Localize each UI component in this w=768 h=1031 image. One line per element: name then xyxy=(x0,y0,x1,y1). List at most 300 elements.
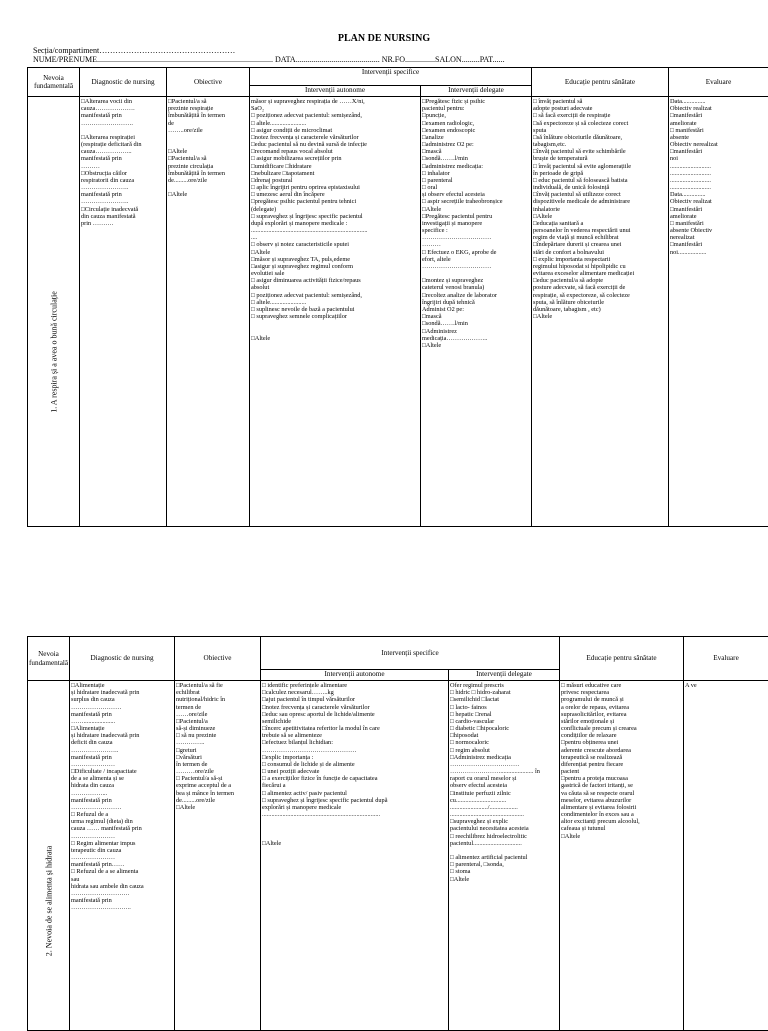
cell-line: regim de viață și muncă echilibrat xyxy=(533,234,667,241)
cell-line: □Altele xyxy=(422,342,530,349)
cell-line: posture adecvate, să facă exerciții de xyxy=(533,284,667,291)
cell-line: □hiposodat xyxy=(450,732,558,739)
cell-line: fiecărui a xyxy=(262,782,447,789)
cell-line: terapeutic din cauza xyxy=(71,847,173,854)
col-header-interventions: Intervenții specifice xyxy=(250,68,532,86)
cell-line: □ aplic îngrijiri pentru oprirea epistaxisului xyxy=(251,184,419,191)
cell-line: stărilor emoționale și xyxy=(561,718,682,725)
cell-line: □ stoma xyxy=(450,868,558,875)
cell-line: □ parenteral xyxy=(422,177,530,184)
cell-line: medicația……………….. xyxy=(422,335,530,342)
section-field-line: Secția/compartiment…………………………………………… xyxy=(33,46,235,55)
cell-line: ……..ore/zile xyxy=(168,127,248,134)
cell-line: ……………………. xyxy=(81,120,165,127)
cell-line: .......................... xyxy=(670,163,767,170)
cell-line: dispozitivele medicale de administrare xyxy=(533,198,667,205)
cell-line: pacientul pentru: xyxy=(422,105,530,112)
cell-line: de xyxy=(168,120,248,127)
cell-line: va căuta să se respecte orarul xyxy=(561,790,682,797)
col-header-education: Educație pentru sănătate xyxy=(560,637,684,681)
cell-line: □nebulizare □tapotament xyxy=(251,170,419,177)
cell-line: □Altele xyxy=(251,335,419,342)
cell-line: Administ O2 pe: xyxy=(422,306,530,313)
cell-line: □sondă…….l/min xyxy=(422,320,530,327)
autonomous-cell xyxy=(250,97,421,527)
cell-line: hidrata sau ambele din cauza xyxy=(71,883,173,890)
cell-line: hidrata din cauza xyxy=(71,782,173,789)
cell-line: suprasolicitărilor, evitarea xyxy=(561,711,682,718)
cell-line: (respirație deficitară din xyxy=(81,141,165,148)
cell-line: □analize xyxy=(422,134,530,141)
cell-line: □ educ pacientul să folosească batista xyxy=(533,177,667,184)
cell-line: îngrijiri după tehnică xyxy=(422,299,530,306)
cell-line: explorări și manopere medicale xyxy=(262,804,447,811)
cell-line: □ învăț pacientul să xyxy=(533,98,667,105)
cell-line: □ a exercițiilor fizice în funcție de capacitatea xyxy=(262,775,447,782)
cell-line: în termen de xyxy=(176,761,259,768)
cell-line: ………………….. xyxy=(71,747,173,754)
cell-line: □calculez necesarul……..kg xyxy=(262,689,447,696)
cell-line: □ măsuri educative care xyxy=(561,682,682,689)
cell-line: □vărsături xyxy=(176,754,259,761)
cell-line: ………………….. xyxy=(81,184,165,191)
objectives-cell xyxy=(175,681,261,1031)
cell-line: □ Pacientul/a să-și xyxy=(176,775,259,782)
cell-line xyxy=(262,825,447,832)
cell-line: manifestată prin xyxy=(81,191,165,198)
cell-line: □explic importanța : xyxy=(262,754,447,761)
cell-line: …………………… xyxy=(71,704,173,711)
cell-line: □Pacientul/a xyxy=(176,718,259,725)
cell-line: noi xyxy=(670,155,767,162)
cell-line: □Alimentație xyxy=(71,682,173,689)
cell-line: evitarea exceselor alimentare medicației xyxy=(533,270,667,277)
cell-line: prezinte respirație xyxy=(168,105,248,112)
cell-line: prin ………. xyxy=(81,220,165,227)
cell-line: bea și mânce în termen xyxy=(176,790,259,797)
cell-line: □Pacientul/a să xyxy=(168,98,248,105)
cell-line: ……………………..................... în xyxy=(450,768,558,775)
cell-line: a orelor de repaus, evitarea xyxy=(561,704,682,711)
cell-line: ………………………. xyxy=(71,890,173,897)
cell-line: absente Obiectiv xyxy=(670,227,767,234)
cell-line: □ aspir secrețiile traheobronșice xyxy=(422,198,530,205)
cell-line: □manifestări xyxy=(670,241,767,248)
cell-line: □Altele xyxy=(561,833,682,840)
cell-line: îmbunătățită în termen xyxy=(168,112,248,119)
cell-line: □ altele....................... xyxy=(251,299,419,306)
cell-line: urma regimul (dieta) din xyxy=(71,818,173,825)
cell-line: …………………… xyxy=(71,804,173,811)
cell-line: □ supraveghez și îngrijesc specific pacientul xyxy=(251,213,419,220)
need-label: 2. Nevoia de se alimenta și hidrata xyxy=(44,846,53,956)
cell-line: □ poziționez adecvat pacientul: semișezând, xyxy=(251,292,419,299)
cell-line: ………………… xyxy=(71,833,173,840)
cell-line: respirație, să expectoreze, să colecteze xyxy=(533,292,667,299)
cell-line: □ hepatic □renal xyxy=(450,711,558,718)
cell-line: ........................................................................... xyxy=(262,811,447,818)
cell-line: □învăț pacientul să evite schimbările xyxy=(533,148,667,155)
cell-line: efort, altele xyxy=(422,256,530,263)
cell-line: □montez și supraveghez xyxy=(422,277,530,284)
cell-line: și observ efectul acesteia xyxy=(422,191,530,198)
cell-line: □ Efectuez o EKG, aprobe de xyxy=(422,249,530,256)
evaluation-cell xyxy=(684,681,768,1031)
cell-line: □administrez medicația: xyxy=(422,163,530,170)
cell-line: absolut xyxy=(251,284,419,291)
cell-line: □Administrez medicația xyxy=(450,754,558,761)
cell-line: dăunătoare, tabagism , etc) xyxy=(533,306,667,313)
cell-line: Obiectiv realizat xyxy=(670,198,767,205)
cell-line: □manifestări xyxy=(670,148,767,155)
cell-line: □ parenteral, □sonda, xyxy=(450,861,558,868)
cell-line: observ efectul acesteia xyxy=(450,782,558,789)
need-label: 1. A respira și a avea o bună circulație xyxy=(49,291,58,413)
cell-line: □Pacientul/a să fie xyxy=(176,682,259,689)
cell-line: și hidratare inadecvată prin xyxy=(71,689,173,696)
cell-line: meselor, evitarea abuzurilor xyxy=(561,797,682,804)
cell-line: …………………………… xyxy=(450,761,558,768)
cell-line: □recomand repaus vocal absolut xyxy=(251,148,419,155)
cell-line: manifestată prin…… xyxy=(71,861,173,868)
cell-line: (delegate) xyxy=(251,206,419,213)
cell-line: gastrică de factori iritanți, se xyxy=(561,782,682,789)
cell-line: condițiilor de relaxare xyxy=(561,732,682,739)
cell-line: …………………………… xyxy=(422,263,530,270)
cell-line xyxy=(251,328,419,335)
education-cell xyxy=(560,681,684,1031)
delegated-cell xyxy=(421,97,532,527)
cell-line: □ să facă exerciții de respirație xyxy=(533,112,667,119)
page-title: PLAN DE NURSING xyxy=(0,33,768,44)
cell-line: □ asigur diminuarea activității fizice/repaus xyxy=(251,277,419,284)
cell-line: măsor și supraveghez respirația de ……X/ni, xyxy=(251,98,419,105)
cell-line: echilibrat xyxy=(176,689,259,696)
cell-line: ……………………………………… xyxy=(262,747,447,754)
cell-line: □ unei poziții adecvate xyxy=(262,768,447,775)
cell-line: □ învăț pacientul să evite aglomerațiile xyxy=(533,163,667,170)
cell-line: □Administrez xyxy=(422,328,530,335)
cell-line: manifestată prin xyxy=(71,897,173,904)
cell-line: respiratorii din cauza xyxy=(81,177,165,184)
cell-line: □ alimentez activ/ pasiv pacientul xyxy=(262,790,447,797)
cell-line: bruște de temperatură xyxy=(533,155,667,162)
cell-line: exprime acceptul de a xyxy=(176,782,259,789)
col-header-evaluation: Evaluare xyxy=(669,68,768,97)
cell-line: □Pregătesc pacientul pentru xyxy=(422,213,530,220)
cell-line: tabagism,etc. xyxy=(533,141,667,148)
delegated-cell xyxy=(449,681,560,1031)
cell-line: □notez frecvența și caracterele vărsăturilor xyxy=(262,704,447,711)
cell-line: □mască xyxy=(422,313,530,320)
col-header-need: Nevoia fundamentală xyxy=(28,637,70,681)
cell-line: □Alterarea respirației xyxy=(81,134,165,141)
cell-line: □umidificare □hidratare xyxy=(251,163,419,170)
cell-line: □educ pacientul/a să adopte xyxy=(533,277,667,284)
cell-line: și hidratare inadecvată prin xyxy=(71,732,173,739)
cell-line: ………………… xyxy=(71,854,173,861)
evaluation-cell xyxy=(669,97,768,527)
cell-line: □semilichid □lactat xyxy=(450,696,558,703)
cell-line: □învăț pacientul să utilizeze corect xyxy=(533,191,667,198)
cell-line: să-și diminueze xyxy=(176,725,259,732)
cell-line: ……………………….. xyxy=(71,904,173,911)
cell-line: evolutiei sale xyxy=(251,270,419,277)
cell-line: sputa, să înlăture obiceiurile xyxy=(533,299,667,306)
cell-line: stări de confort a bolnavului xyxy=(533,249,667,256)
cell-line: manifestată prin xyxy=(81,112,165,119)
cell-line: noi.................. xyxy=(670,249,767,256)
cell-line: □Altele xyxy=(176,804,259,811)
cell-line: cateterul venosi branula) xyxy=(422,284,530,291)
cell-line: □Altele xyxy=(262,840,447,847)
col-header-objectives: Obiective xyxy=(175,637,261,681)
col-header-autonomous: Intervenții autonome xyxy=(250,86,421,97)
education-cell xyxy=(532,97,669,527)
cell-line: cauza……………... xyxy=(81,148,165,155)
cell-line: ......................../.................. xyxy=(450,804,558,811)
objectives-cell xyxy=(167,97,250,527)
cell-line: manifestată prin xyxy=(81,155,165,162)
autonomous-cell xyxy=(261,681,449,1031)
cell-line: □ lacto- fainos xyxy=(450,704,558,711)
cell-line: programului de muncă și xyxy=(561,696,682,703)
cell-line: individuală, de unică folosință xyxy=(533,184,667,191)
cell-line: ……ore/zile xyxy=(176,711,259,718)
diagnostic-cell xyxy=(70,681,175,1031)
cell-line: □ hidric □ hidro-zaharat xyxy=(450,689,558,696)
cell-line: □ajut pacientul în timpul vărsăturilor xyxy=(262,696,447,703)
cell-line: aderente crescute abordarea xyxy=(561,747,682,754)
cell-line: □ umezesc aerul din încăpere xyxy=(251,191,419,198)
col-header-diagnostic: Diagnostic de nursing xyxy=(70,637,175,681)
cell-line: regimului hiposodat si hipolipidic cu xyxy=(533,263,667,270)
cell-line: pacientul............................... xyxy=(450,840,558,847)
cell-line: □ consumul de lichide și de alimente xyxy=(262,761,447,768)
cell-line: manifestată prin xyxy=(71,797,173,804)
cell-line: □mască xyxy=(422,148,530,155)
cell-line: adopte posturi adecvate xyxy=(533,105,667,112)
cell-line: □ diabetic □hipocaloric xyxy=(450,725,558,732)
cell-line: …………………………… xyxy=(422,234,530,241)
cell-line xyxy=(251,320,419,327)
cell-line: diferențiat pentru fiecare xyxy=(561,761,682,768)
cell-line: manifestată prin xyxy=(71,754,173,761)
cell-line: □ supraveghez și îngrijesc specific pacientul după xyxy=(262,797,447,804)
cell-line: □supraveghez și explic xyxy=(450,818,558,825)
cell-line: pacientului necesitatea acesteia xyxy=(450,825,558,832)
cell-line: cafeaua și tutunul xyxy=(561,825,682,832)
cell-line xyxy=(422,270,530,277)
cell-line: □Altele xyxy=(533,213,667,220)
cell-line: □să expectoreze și să colecteze corect xyxy=(533,120,667,127)
cell-line: □ asigur condiții de microclimat xyxy=(251,127,419,134)
cell-line: ………………….. xyxy=(81,198,165,205)
cell-line xyxy=(81,127,165,134)
cell-line: privesc respectarea xyxy=(561,689,682,696)
cell-line: de.........ore/zile xyxy=(168,177,248,184)
cell-line: □pentru obținerea unei xyxy=(561,739,682,746)
cell-line: □ Refuzul de a se alimenta xyxy=(71,868,173,875)
cell-line: sau xyxy=(71,876,173,883)
cell-line: □îndepărtare durerii și crearea unei xyxy=(533,241,667,248)
col-header-objectives: Obiective xyxy=(167,68,250,97)
cell-line: ………ore/zile xyxy=(176,768,259,775)
cell-line: nutrițional/hidric în xyxy=(176,696,259,703)
diagnostic-cell xyxy=(80,97,167,527)
cell-line: □ explic importanta respectarii xyxy=(533,256,667,263)
cell-line: □examen radiologic, xyxy=(422,120,530,127)
cell-line: □ oral xyxy=(422,184,530,191)
cell-line: □ identific preferințele alimentare xyxy=(262,682,447,689)
cell-line: conflictuale precum și crearea xyxy=(561,725,682,732)
cell-line: …….................... xyxy=(71,718,173,725)
cell-line: .......................... xyxy=(670,184,767,191)
cell-line: □ Regim alimentar impus xyxy=(71,840,173,847)
cell-line: □ regim absolut xyxy=(450,747,558,754)
cell-line: condimentelor în exces sau a xyxy=(561,811,682,818)
cell-line: □Altele xyxy=(533,313,667,320)
cell-line: de.........ore/zile xyxy=(176,797,259,804)
col-header-interventions: Intervenții specifice xyxy=(261,637,560,670)
col-header-need: Nevoia fundamentală xyxy=(28,68,80,97)
cell-line xyxy=(262,818,447,825)
cell-line: de a se alimenta și se xyxy=(71,775,173,782)
cell-line: îmbunătățită în termen xyxy=(168,170,248,177)
cell-line: □sondă…….l/min xyxy=(422,155,530,162)
cell-line: altor excitanți precum alcoolul, xyxy=(561,818,682,825)
cell-line: Data............... xyxy=(670,191,767,198)
cell-line: persoanelor în vederea respectării unui xyxy=(533,227,667,234)
cell-line: □pregătesc psihic pacientul pentru tehnici xyxy=(251,198,419,205)
cell-line: □ asigur mobilizarea secrețiilor prin xyxy=(251,155,419,162)
cell-line xyxy=(168,141,248,148)
cell-line: nerealizat xyxy=(670,234,767,241)
cell-line: Obiectiv nerealizat xyxy=(670,141,767,148)
cell-line: □Dificultate / incapacitate xyxy=(71,768,173,775)
cell-line: □Alterarea vocii din xyxy=(81,98,165,105)
cell-line xyxy=(168,184,248,191)
cell-line: trebuie să se alimenteze xyxy=(262,732,447,739)
cell-line: □recoltez analize de laborator xyxy=(422,292,530,299)
cell-line: investigații și manopere xyxy=(422,220,530,227)
cell-line: □ Refuzul de a xyxy=(71,811,173,818)
cell-line: □ inhalator xyxy=(422,170,530,177)
cell-line: absente xyxy=(670,134,767,141)
cell-line: □ să nu prezinte xyxy=(176,732,259,739)
cell-line: □Altele xyxy=(450,876,558,883)
col-header-diagnostic: Diagnostic de nursing xyxy=(80,68,167,97)
cell-line: alimentare și evitarea folosirii xyxy=(561,804,682,811)
cell-line: □educ sau opresc aportul de lichide/alimente xyxy=(262,711,447,718)
cell-line: □manifestări xyxy=(670,112,767,119)
cell-line: □măsor și supraveghez TA, puls,edeme xyxy=(251,256,419,263)
col-header-evaluation: Evaluare xyxy=(684,637,768,681)
cell-line: ameliorate xyxy=(670,120,767,127)
cell-line: .......................................................................... xyxy=(251,227,419,234)
cell-line: Data............... xyxy=(670,98,767,105)
cell-line: □Altele xyxy=(422,206,530,213)
cell-line: termen de xyxy=(176,704,259,711)
cell-line: SaO₂ xyxy=(251,105,419,112)
cell-line: □ poziționez adecvat pacientul: semișezând, xyxy=(251,112,419,119)
cell-line: ………………… xyxy=(71,761,173,768)
col-header-delegated: Intervenții delegate xyxy=(449,670,560,681)
cell-line: □efectuez bilanțul lichidian: xyxy=(262,739,447,746)
col-header-education: Educație pentru sănătate xyxy=(532,68,669,97)
cell-line: ameliorate xyxy=(670,213,767,220)
cell-line: □drenaj postural xyxy=(251,177,419,184)
patient-info-line: NUME/PRENUME........................................................................................ DATA.......................................... NR.FO...............SALON.........PAT...... xyxy=(33,55,505,64)
cell-line: □ altele....................... xyxy=(251,120,419,127)
cell-line: □ supraveghez semnele complicațiilor xyxy=(251,313,419,320)
need-cell xyxy=(28,97,80,527)
cell-line: □ manifestări xyxy=(670,127,767,134)
cell-line: .... xyxy=(251,234,419,241)
cell-line: ……… xyxy=(422,241,530,248)
cell-line: ……………... xyxy=(71,790,173,797)
col-header-delegated: Intervenții delegate xyxy=(421,86,532,97)
cell-line: pacient xyxy=(561,768,682,775)
cell-line: □ suplinesc nevoile de bază a pacientului xyxy=(251,306,419,313)
cell-line: prezinte circulația xyxy=(168,163,248,170)
cell-line: □educ pacientul să nu devină sursă de infecție xyxy=(251,141,419,148)
cell-line: manifestată prin xyxy=(71,711,173,718)
cell-line: □să înlăture obiceiurile dăunătoare, xyxy=(533,134,667,141)
cell-line: □puncție, xyxy=(422,112,530,119)
cell-line: □administrez O2 pe: xyxy=(422,141,530,148)
cell-line: □Pacientul/a să xyxy=(168,155,248,162)
cell-line xyxy=(262,833,447,840)
cell-line: specifice : xyxy=(422,227,530,234)
cell-line: .......................... xyxy=(670,177,767,184)
cell-line: .......................... xyxy=(670,170,767,177)
cell-line: ............................................... xyxy=(450,811,558,818)
cell-line: semilichide xyxy=(262,718,447,725)
cell-line: □Alimentație xyxy=(71,725,173,732)
cell-line: □ manifestări xyxy=(670,220,767,227)
cell-line: □instituie perfuzii zilnic xyxy=(450,790,558,797)
cell-line: □ observ și notez caracteristicile sputei xyxy=(251,241,419,248)
cell-line: □notez frecvența și caracterele vărsăturilor xyxy=(251,134,419,141)
cell-line: □Circulație inadecvată xyxy=(81,206,165,213)
cell-line: A ve xyxy=(685,682,767,689)
cell-line: □ reechilibrez hidroelectrolitic xyxy=(450,833,558,840)
cell-line: □educația sanitară a xyxy=(533,220,667,227)
cell-line: ……… xyxy=(81,163,165,170)
cell-line: cu................................ xyxy=(450,797,558,804)
cell-line: inhalatorie xyxy=(533,206,667,213)
col-header-autonomous: Intervenții autonome xyxy=(261,670,449,681)
cell-line: sputa xyxy=(533,127,667,134)
nursing-table-nutrition xyxy=(27,636,768,1031)
cell-line: □asigur și supraveghez regimul conform xyxy=(251,263,419,270)
cell-line: □Pregătesc fizic și psihic xyxy=(422,98,530,105)
cell-line: din cauza manifestată xyxy=(81,213,165,220)
cell-line: în perioade de gripă xyxy=(533,170,667,177)
cell-line: □încerc apetitivitatea referitor la modul în care xyxy=(262,725,447,732)
cell-line: cauza………………. xyxy=(81,105,165,112)
need-cell xyxy=(28,681,70,1031)
cell-line: □pentru a proteja mucoasa xyxy=(561,775,682,782)
cell-line: cauza …… manifestată prin xyxy=(71,825,173,832)
cell-line: ………….. xyxy=(176,739,259,746)
cell-line: □greturi xyxy=(176,747,259,754)
cell-line: □Obstrucția căilor xyxy=(81,170,165,177)
cell-line: după explorări și manopere medicale : xyxy=(251,220,419,227)
cell-line: terapeutică se realizează xyxy=(561,754,682,761)
cell-line xyxy=(168,134,248,141)
